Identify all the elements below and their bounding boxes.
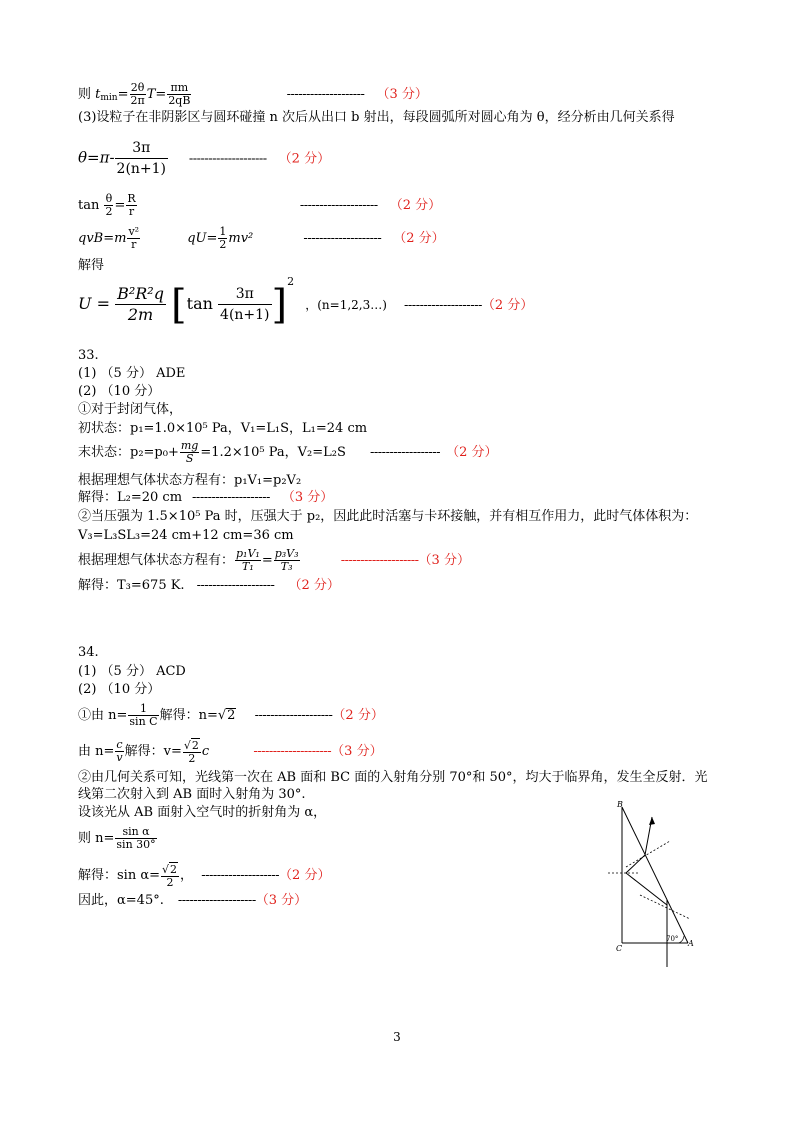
- q34-v-line: [78, 738, 383, 765]
- page-number: 3: [393, 1030, 401, 1044]
- tan-num: θ: [105, 192, 113, 205]
- tan-rden: r: [128, 205, 135, 218]
- tan-rfrac: [126, 193, 136, 218]
- q33-part1: (1) （5 分） ADE: [78, 366, 186, 381]
- tmin-f1-num: 2θ: [130, 81, 145, 94]
- sina-dashes: --------------------: [201, 868, 280, 883]
- q34-geo1: ②由几何关系可知，光线第一次在 AB 面和 BC 面的入射角分别 70°和 50°，均大于临界角，发生全反射．光: [78, 770, 708, 785]
- final-den: S: [185, 452, 194, 465]
- v-snum: 2: [191, 739, 199, 752]
- tan-frac: [104, 193, 113, 218]
- force-score: （2 分）: [393, 231, 445, 246]
- u-frac: [115, 284, 166, 325]
- v-mid: 解得：v=: [124, 744, 182, 759]
- final-rhs: =1.2×10⁵ Pa，V₂=L₂S: [200, 445, 346, 460]
- q33-law1: 根据理想气体状态方程有：p₁V₁=p₂V₂: [78, 473, 302, 488]
- law2-frac1: [235, 548, 261, 573]
- q33-law2-line: [78, 548, 470, 573]
- v-dashes: --------------------: [253, 744, 332, 759]
- label-c: C: [616, 944, 623, 953]
- force-dashes: --------------------: [303, 231, 382, 246]
- u-tan: tan: [186, 294, 213, 313]
- n-den: sin C: [129, 715, 158, 728]
- light-path: [626, 817, 667, 905]
- v-rhs: c: [201, 744, 210, 759]
- final-frac: [180, 440, 199, 465]
- solve1: 解得：L₂=20 cm: [78, 490, 183, 505]
- force-num: v²: [128, 225, 140, 238]
- q34-n-line: ①由 n= $\frac{1}{\text{sin C}}$ 解得：n=√2 --------------------（2 分）: [78, 702, 384, 728]
- v-num: c: [116, 738, 123, 751]
- v-frac2: [183, 738, 201, 765]
- sina-rhs: ，: [180, 868, 194, 883]
- theta-line: [78, 138, 330, 179]
- law2-eq: =: [261, 553, 273, 568]
- q33-step1: ①对于封闭气体，: [78, 402, 183, 417]
- u-score: （2 分）: [481, 298, 534, 313]
- final-score: （2 分）: [446, 445, 498, 460]
- part3-intro: (3)设粒子在非阴影区与圆环碰撞 n 次后从出口 b 射出，每段圆弧所对圆心角为 θ，经分析由几何关系得: [78, 110, 675, 125]
- q34-part2: (2) （10 分）: [78, 682, 161, 697]
- q34-number: 34.: [78, 645, 99, 660]
- u-dashes: --------------------: [404, 298, 482, 313]
- theta-score: （2 分）: [278, 151, 331, 167]
- final-dashes: ------------------: [370, 445, 441, 460]
- tmin-frac2: [167, 82, 191, 107]
- sina-snum: 2: [170, 863, 178, 876]
- u-exp: 2: [287, 275, 295, 288]
- law2-f2-num: p₃V₃: [274, 547, 299, 560]
- alpha-score: （3 分）: [255, 893, 308, 908]
- sina-sqrt-num: √2: [162, 863, 178, 876]
- tmin-prefix: 则: [78, 87, 96, 102]
- n-score: （2 分）: [332, 708, 384, 723]
- tmin-frac1: [130, 82, 146, 107]
- q34-ratio-line: [78, 826, 158, 851]
- theta-dashes: --------------------: [188, 151, 267, 167]
- law2-f1-num: p₁V₁: [236, 547, 260, 560]
- tan-line: [78, 193, 441, 218]
- q34-geo2: 线第二次射入到 AB 面时入射角为 30°.: [78, 787, 306, 802]
- tmin-f1-den: 2π: [130, 94, 145, 107]
- force-line: [78, 226, 445, 251]
- n-dashes: --------------------: [254, 708, 333, 723]
- tmin-sub: min: [100, 93, 118, 103]
- alpha: 因此，α=45°.: [78, 893, 164, 908]
- v-den: v: [116, 751, 123, 764]
- theta-num: 3π: [115, 138, 169, 159]
- law2-f1-den: T₁: [242, 560, 254, 573]
- n-lhs: ①由 n=: [78, 708, 128, 723]
- solve2: 解得：T₃=675 K.: [78, 578, 185, 593]
- ratio-lhs: 则 n=: [78, 831, 115, 846]
- u-tden: 4(n+1): [220, 307, 270, 323]
- q33-final-line: [78, 440, 497, 465]
- ratio-num: sin α: [115, 826, 156, 839]
- solve-label: 解得: [78, 258, 105, 273]
- u-cond: ，(n=1,2,3…): [305, 298, 387, 312]
- label-a: A: [688, 939, 694, 948]
- sina-frac: [161, 862, 179, 889]
- force-lhs: qvB=m: [78, 231, 127, 246]
- alpha-dashes: --------------------: [177, 893, 256, 908]
- angle-arc: [679, 936, 684, 943]
- force-den: r: [131, 238, 137, 251]
- theta-frac: [115, 138, 169, 179]
- ratio-den: sin 30°: [116, 838, 156, 851]
- law2-f2-den: T₃: [280, 560, 293, 573]
- q33-number: 33.: [78, 348, 99, 363]
- u-lhs: U =: [78, 294, 110, 313]
- final-lhs: 末状态：p₂=p₀+: [78, 445, 179, 460]
- theta-den: 2(n+1): [116, 161, 167, 177]
- right-bracket: ]: [271, 281, 288, 328]
- tan-score: （2 分）: [389, 198, 442, 213]
- law2-lhs: 根据理想气体状态方程有：: [78, 553, 235, 568]
- energy-rhs: mv²: [228, 231, 254, 246]
- q33-initial: 初状态：p₁=1.0×10⁵ Pa，V₁=L₁S，L₁=24 cm: [78, 421, 368, 436]
- q33-part2: (2) （10 分）: [78, 384, 161, 399]
- v-score: （3 分）: [331, 744, 383, 759]
- prism-diagram: [600, 795, 700, 975]
- edge-ab: [622, 807, 688, 943]
- left-bracket: [: [171, 281, 187, 328]
- u-line: [78, 275, 534, 328]
- v-lhs: 由 n=: [78, 744, 115, 759]
- tmin-var: t: [95, 87, 101, 102]
- normal-1: [640, 895, 690, 919]
- normal-3: [626, 841, 670, 867]
- angle-label: 70°: [666, 935, 679, 943]
- tan-eq: =: [114, 198, 126, 213]
- v-frac: [115, 739, 123, 764]
- solve2-dashes: --------------------: [196, 578, 275, 593]
- sina-score: （2 分）: [279, 868, 331, 883]
- q34-set: 设该光从 AB 面射入空气时的折射角为 α，: [78, 805, 327, 820]
- v-den2: 2: [188, 752, 196, 765]
- q33-solve1-line: [78, 490, 333, 506]
- tmin-f2-num: πm: [167, 82, 191, 95]
- tmin-f2-den: 2qB: [168, 94, 191, 107]
- u-num: B²R²q: [117, 284, 164, 303]
- tmin-score: （3 分）: [376, 87, 428, 102]
- n-num: 1: [128, 703, 158, 716]
- tan-lhs: tan: [78, 198, 104, 213]
- energy-den: 2: [219, 238, 227, 251]
- force-frac: [127, 226, 140, 251]
- energy-num: 1: [219, 225, 227, 238]
- solve2-score: （2 分）: [288, 578, 340, 593]
- sina-den: 2: [166, 876, 174, 889]
- tan-den: 2: [105, 205, 113, 218]
- tan-dashes: --------------------: [299, 198, 378, 213]
- v-sqrt-num: √2: [183, 739, 199, 752]
- energy-lhs: qU=: [187, 231, 218, 246]
- q33-solve2-line: [78, 578, 340, 594]
- tmin-line: [78, 82, 428, 107]
- q34-alpha-line: [78, 893, 307, 909]
- tmin-eq: =: [117, 87, 129, 102]
- q33-v3: V₃=L₃SL₃=24 cm+12 cm=36 cm: [78, 528, 294, 543]
- u-den: 2m: [127, 305, 154, 324]
- n-rhs: 解得：n=: [159, 708, 218, 723]
- q33-step2: ②当压强为 1.5×10⁵ Pa 时，压强大于 p₂，因此此时活塞与卡环接触，并有相互作用力，此时气体体积为：: [78, 509, 698, 524]
- q34-sina-line: [78, 862, 330, 889]
- u-tnum: 3π: [218, 284, 272, 305]
- label-b: B: [617, 800, 623, 809]
- u-tan-frac: [218, 284, 272, 325]
- ratio-frac: [115, 826, 156, 851]
- law2-frac2: [274, 548, 300, 573]
- q34-part1: (1) （5 分） ACD: [78, 664, 186, 679]
- tmin-dashes: --------------------: [286, 87, 365, 102]
- arrow-head: [649, 817, 655, 825]
- solve1-dashes: --------------------: [192, 490, 270, 505]
- law2-dashes: --------------------: [340, 553, 419, 568]
- tmin-T: T=: [146, 87, 167, 102]
- energy-frac: [218, 226, 227, 251]
- final-num: mg: [180, 439, 199, 452]
- law2-score: （3 分）: [418, 553, 470, 568]
- theta-lhs: θ=π-: [78, 148, 115, 167]
- sina-lhs: 解得：sin α=: [78, 868, 161, 883]
- tan-rnum: R: [127, 192, 136, 205]
- n-frac: [128, 703, 158, 728]
- n-sqrt: 2: [227, 708, 236, 723]
- solve1-score: （3 分）: [281, 490, 334, 505]
